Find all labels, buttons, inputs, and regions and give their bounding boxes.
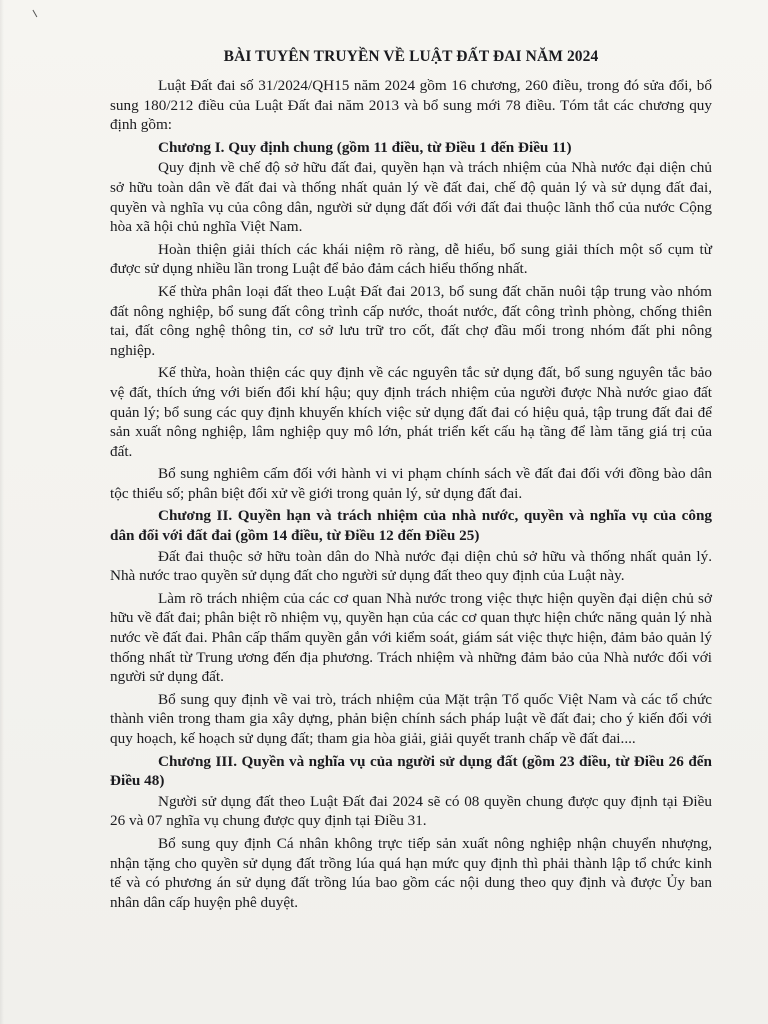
chapter-2-paragraph-1: Đất đai thuộc sở hữu toàn dân do Nhà nước đại diện chủ sở hữu và thống nhất quản lý. Nhà nước trao quyền sử dụng đất cho người sử dụng đất theo quy định của Luật này. bbox=[110, 547, 712, 585]
document-body bbox=[110, 76, 712, 912]
chapter-3-paragraph-2: Bổ sung quy định Cá nhân không trực tiếp sản xuất nông nghiệp nhận chuyển nhượng, nhận tặng cho quyền sử dụng đất trồng lúa quá hạn mức quy định thì phải thành lập tổ chức kinh tế và có phương án sử dụng đất trồng lúa bao gồm các nội dung theo quy định và được Ủy ban nhân dân cấp huyện phê duyệt. bbox=[110, 834, 712, 911]
chapter-1-paragraph-2: Hoàn thiện giải thích các khái niệm rõ ràng, dễ hiểu, bổ sung giải thích một số cụm từ được sử dụng nhiều lần trong Luật để bảo đảm cách hiểu thống nhất. bbox=[110, 240, 712, 278]
scan-edge-shadow bbox=[0, 0, 4, 1024]
chapter-1-paragraph-5: Bổ sung nghiêm cấm đối với hành vi vi phạm chính sách về đất đai đối với đồng bào dân tộc thiểu số; phân biệt đối xử về giới trong quản lý, sử dụng đất đai. bbox=[110, 465, 712, 502]
document-title: BÀI TUYÊN TRUYỀN VỀ LUẬT ĐẤT ĐAI NĂM 2024 bbox=[223, 48, 599, 65]
chapter-1-paragraph-4: Kế thừa, hoàn thiện các quy định về các nguyên tắc sử dụng đất, bổ sung nguyên tắc bảo vệ đất, thích ứng với biến đổi khí hậu; quy định trách nhiệm của người được Nhà nước giao đất quản lý; bổ sung các quy định khuyến khích việc sử dụng đất đai có hiệu quả, tập trung đất đai để sản xuất nông nghiệp, lâm nghiệp quy mô lớn, phát triển kết cấu hạ tầng để làm tăng giá trị của đất. bbox=[110, 364, 712, 460]
chapter-2-paragraph-2: Làm rõ trách nhiệm của các cơ quan Nhà nước trong việc thực hiện quyền đại diện chủ sở hữu về đất đai; phân biệt rõ nhiệm vụ, quyền hạn của các cơ quan thực hiện chức năng quản lý nhà nước về đất đai. Phân cấp thẩm quyền gắn với kiểm soát, giám sát việc thực hiện, đảm bảo quản lý thống nhất từ Trung ương đến địa phương. Trách nhiệm và những đảm bảo của Nhà nước đối với người sử dụng đất. bbox=[110, 589, 712, 686]
chapter-3-paragraph-1: Người sử dụng đất theo Luật Đất đai 2024 sẽ có 08 quyền chung được quy định tại Điều 26 và 07 nghĩa vụ chung được quy định tại Điều 31. bbox=[110, 792, 712, 830]
chapter-1-heading: Chương I. Quy định chung (gồm 11 điều, từ Điều 1 đến Điều 11) bbox=[158, 138, 572, 156]
chapter-3-heading: Chương III. Quyền và nghĩa vụ của người sử dụng đất (gồm 23 điều, từ Điều 26 đến Điều 48) bbox=[110, 752, 712, 790]
chapter-2-paragraph-3: Bổ sung quy định về vai trò, trách nhiệm của Mặt trận Tổ quốc Việt Nam và các tổ chức thành viên trong tham gia xây dựng, phản biện chính sách pháp luật về đất đai; cho ý kiến đối với quy hoạch, kế hoạch sử dụng đất; tham gia hòa giải, giải quyết tranh chấp về đất đai.... bbox=[110, 690, 712, 747]
intro-paragraph: Luật Đất đai số 31/2024/QH15 năm 2024 gồm 16 chương, 260 điều, trong đó sửa đổi, bổ sung 180/212 điều của Luật Đất đai năm 2013 và bổ sung mới 78 điều. Tóm tắt các chương quy định gồm: bbox=[110, 77, 712, 134]
chapter-1-paragraph-1: Quy định về chế độ sở hữu đất đai, quyền hạn và trách nhiệm của Nhà nước đại diện chủ sở hữu toàn dân về đất đai và thống nhất quản lý về đất đai, chế độ quản lý và sử dụng đất đai, quyền và nghĩa vụ của công dân, người sử dụng đất đối với đất đai thuộc lãnh thổ của nước Cộng hòa xã hội chủ nghĩa Việt Nam. bbox=[110, 159, 712, 236]
pen-mark bbox=[32, 7, 42, 17]
chapter-1-paragraph-3: Kế thừa phân loại đất theo Luật Đất đai 2013, bổ sung đất chăn nuôi tập trung vào nhóm đất nông nghiệp, bổ sung đất công trình cấp nước, thoát nước, đất công trình phòng, chống thiên tai, đất công nghệ thông tin, cơ sở lưu trữ tro cốt, đất chợ đầu mối trong nhóm đất phi nông nghiệp. bbox=[110, 282, 712, 359]
chapter-2-heading: Chương II. Quyền hạn và trách nhiệm của nhà nước, quyền và nghĩa vụ của công dân đối với đất đai (gồm 14 điều, từ Điều 12 đến Điều 25) bbox=[110, 507, 712, 545]
